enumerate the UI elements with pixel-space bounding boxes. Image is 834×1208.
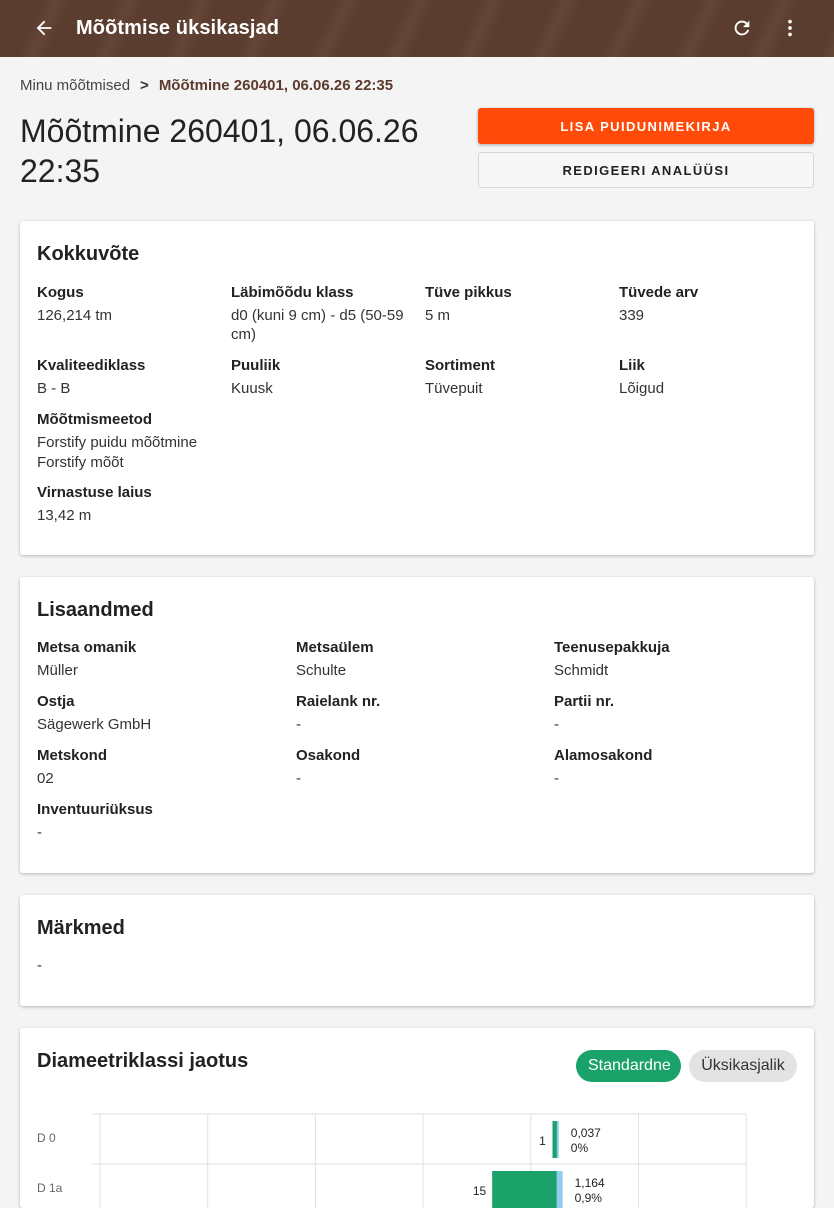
field-label: Tüvede arv <box>619 284 699 301</box>
field-label: Kvaliteediklass <box>37 357 146 374</box>
summary-card <box>20 221 814 555</box>
app-bar-title: Mõõtmise üksikasjad <box>76 17 280 39</box>
field-value: Forstify puidu mõõtmine <box>37 434 198 451</box>
field-label: Tüve pikkus <box>425 284 512 301</box>
bar-volume-label: 1,164 <box>574 1176 605 1190</box>
field-label: Alamosakond <box>554 747 653 764</box>
refresh-button[interactable] <box>728 14 756 42</box>
back-button[interactable] <box>30 14 58 42</box>
field-value-secondary: Forstify mõõt <box>37 454 124 471</box>
field-measurement-method <box>37 410 237 472</box>
bar-volume <box>557 1121 559 1158</box>
field-value: - <box>554 716 559 733</box>
field-label: Metsaülem <box>296 639 374 656</box>
page-title: Mõõtmine 260401, 06.06.26 22:35 <box>20 113 419 189</box>
field-value: Kuusk <box>231 380 273 397</box>
field-value: 13,42 m <box>37 507 92 524</box>
field-value: Lõigud <box>619 380 665 397</box>
field-batch-no <box>554 692 794 734</box>
field-value: Sägewerk GmbH <box>37 716 152 733</box>
field-type <box>619 356 799 398</box>
field-value: Schulte <box>296 662 347 679</box>
field-diameter-class <box>231 283 411 344</box>
field-label: Partii nr. <box>554 693 615 710</box>
bar-count <box>552 1121 557 1158</box>
field-label: Raielank nr. <box>296 693 381 710</box>
field-stem-length <box>425 283 605 325</box>
bar-volume-percent-label: 0,9% <box>574 1191 602 1205</box>
breadcrumb-parent-link[interactable]: Minu mõõtmised <box>20 77 131 94</box>
bar-count-label: 1 <box>539 1134 546 1148</box>
field-buyer <box>37 692 277 734</box>
field-quantity <box>37 283 217 325</box>
extra-heading: Lisaandmed <box>37 599 154 621</box>
field-forest-manager <box>296 638 536 680</box>
field-value: - <box>37 957 42 974</box>
field-label: Puuliik <box>231 357 281 374</box>
field-felling-site-no <box>296 692 536 734</box>
field-label: Sortiment <box>425 357 496 374</box>
field-label: Virnastuse laius <box>37 484 152 501</box>
breadcrumb-current: Mõõtmine 260401, 06.06.26 22:35 <box>158 77 394 94</box>
bar-count-label: 15 <box>472 1184 487 1198</box>
field-label: Metsa omanik <box>37 639 137 656</box>
field-label: Ostja <box>37 693 75 710</box>
diameter-heading: Diameetriklassi jaotus <box>37 1050 249 1072</box>
field-value: - <box>554 770 559 787</box>
bar-count <box>492 1171 557 1208</box>
field-label: Läbimõõdu klass <box>231 284 354 301</box>
field-label: Liik <box>619 357 645 374</box>
notes-heading: Märkmed <box>37 917 125 939</box>
field-value: 5 m <box>425 307 451 324</box>
field-label: Mõõtmismeetod <box>37 411 153 428</box>
field-stack-width <box>37 483 237 525</box>
bar-volume-label: 0,037 <box>570 1126 601 1140</box>
extra-data-card <box>20 577 814 873</box>
field-forest-district <box>37 746 277 788</box>
more-vertical-icon <box>779 17 801 39</box>
field-value: d0 (kuni 9 cm) - d5 (50-59 cm) <box>231 307 404 343</box>
field-value: 02 <box>37 770 54 787</box>
toggle-detailed[interactable]: Üksikasjalik <box>689 1050 797 1082</box>
field-value: - <box>296 716 301 733</box>
field-value: - <box>296 770 301 787</box>
notes-card <box>20 895 814 1006</box>
category-label: D 1a <box>37 1181 63 1195</box>
diameter-chart <box>20 1028 814 1208</box>
field-quality-class <box>37 356 217 398</box>
add-to-timber-list-button[interactable]: LISA PUIDUNIMEKIRJA <box>478 108 814 144</box>
field-value: 339 <box>619 307 645 324</box>
category-label: D 0 <box>37 1131 56 1145</box>
field-label: Inventuuriüksus <box>37 801 153 818</box>
arrow-left-icon <box>33 17 55 39</box>
field-tree-species <box>231 356 411 398</box>
field-assortment <box>425 356 605 398</box>
refresh-icon <box>731 17 753 39</box>
field-forest-owner <box>37 638 277 680</box>
field-inventory-unit <box>37 800 277 842</box>
more-options-button[interactable] <box>776 14 804 42</box>
summary-heading: Kokkuvõte <box>37 243 140 265</box>
field-label: Metskond <box>37 747 108 764</box>
field-label: Kogus <box>37 284 84 301</box>
field-value: Schmidt <box>554 662 609 679</box>
field-label: Teenusepakkuja <box>554 639 670 656</box>
app-bar <box>0 0 834 57</box>
breadcrumb-separator: > <box>140 77 149 94</box>
field-value: - <box>37 824 42 841</box>
field-label: Osakond <box>296 747 361 764</box>
field-compartment <box>296 746 536 788</box>
toggle-standard[interactable]: Standardne <box>576 1050 681 1082</box>
bar-volume-percent-label: 0% <box>570 1141 589 1155</box>
field-stem-count <box>619 283 799 325</box>
edit-analysis-button[interactable]: REDIGEERI ANALÜÜSI <box>478 152 814 188</box>
notes-value <box>37 956 42 975</box>
field-value: B - B <box>37 380 71 397</box>
field-service-provider <box>554 638 794 680</box>
field-value: Müller <box>37 662 78 679</box>
breadcrumb <box>20 77 393 94</box>
field-value: 126,214 tm <box>37 307 113 324</box>
diameter-distribution-card <box>20 1028 814 1208</box>
bar-volume <box>557 1171 563 1208</box>
field-value: Tüvepuit <box>425 380 483 397</box>
field-sub-compartment <box>554 746 794 788</box>
